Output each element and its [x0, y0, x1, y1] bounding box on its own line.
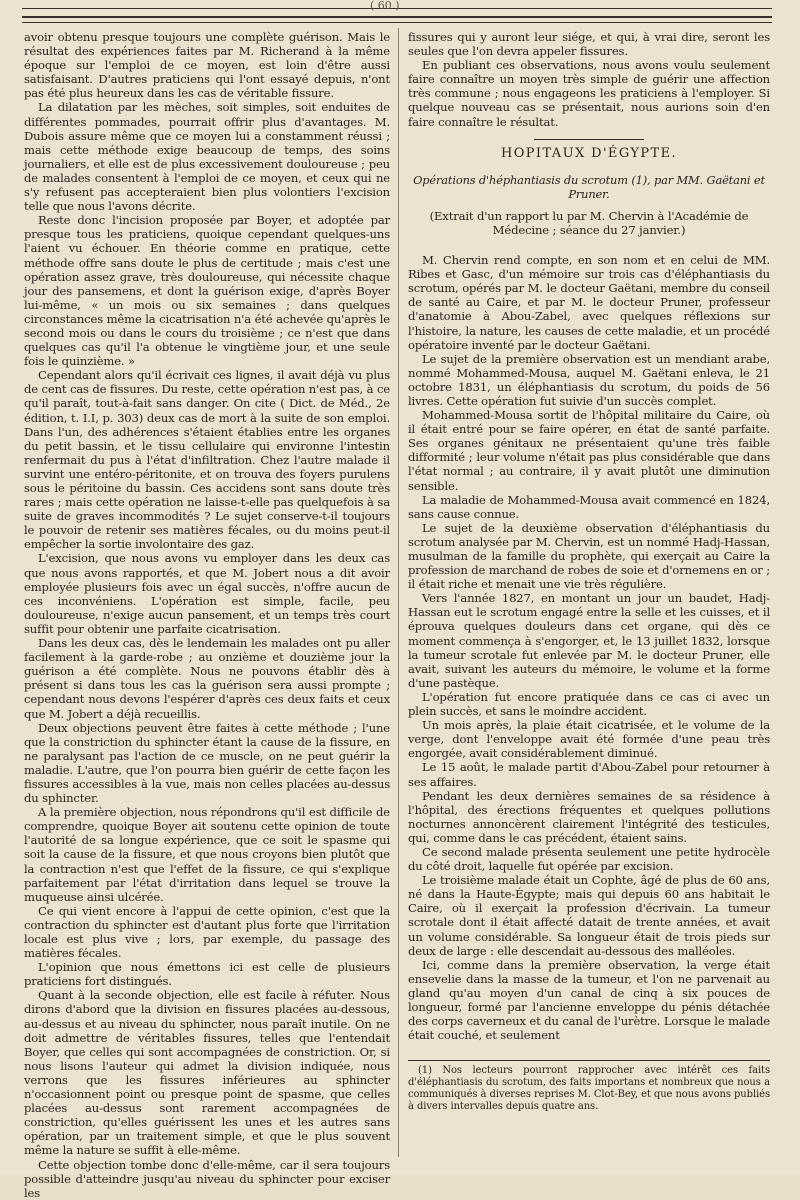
paragraph: A la première objection, nous répondrons qu'il est difficile de comprendre, quoique Boyer ait soutenu cette opinion de toute l'autorité de sa longue expérience, que ce soit le spasme qui soit la cause de la fissure, et que nous croyons bien plutôt que la contraction n'est que l'effet de la fissure, ce qui s'explique parfaitement par l'état d'irritation dans lequel se trouve la muqueuse ainsi ulcérée. [24, 805, 390, 904]
paragraph: Un mois après, la plaie était cicatrisée, et le volume de la verge, dont l'enveloppe avait été formée d'une peau très engorgée, avait considérablement diminué. [408, 718, 770, 761]
column-divider [398, 28, 399, 1157]
paragraph: La dilatation par les mèches, soit simples, soit enduites de différentes pommades, pourrait offrir plus d'avantages. M. Dubois assure même que ce moyen lui a constamment réussi ; mais cette méthode exige beaucoup de temps, des soins journaliers, et elle est de plus excessivement douloureuse ; peu de malades consentent à l'emploi de ce moyen, et ceux qui ne s'y refusent pas accepteraient bien plus volontiers l'excision telle que nous l'avons décrite. [24, 100, 390, 214]
section-rule [534, 139, 644, 140]
header-rule-thick [22, 16, 772, 18]
paragraph: Quant à la seconde objection, elle est facile à réfuter. Nous dirons d'abord que la division en fissures placées au-dessous, au-dessus et au niveau du sphincter, nous paraît inutile. On ne doit admettre de véritables fissures, telles que l'entendait Boyer, que celles qui sont accompagnées de constriction. Or, si nous lisons l'auteur qui admet la division indiquée, nous verrons que les fissures inférieures au sphincter n'occasionnent point ou presque point de spasme, que celles placées au-dessus sont rarement accompagnées de constriction, qu'elles guérissent les unes et les autres sans opération, par un traitement simple, et que le plus souvent même la nature se suffit à elle-même. [24, 988, 390, 1158]
paragraph: Ici, comme dans la première observation, la verge était ensevelie dans la masse de la tumeur, et l'on ne parvenait au gland qu'au moyen d'un canal de cinq à six pouces de longueur, formé par l'ancienne enveloppe du pénis détachée des corps caverneux et du canal de l'urètre. Lorsque le malade était couché, et seulement [408, 957, 770, 1043]
paragraph: avoir obtenu presque toujours une complète guérison. Mais le résultat des expériences faites par M. Richerand à la même époque sur l'emploi de ce moyen, est loin d'être aussi satisfaisant. D'autres praticiens qui l'ont essayé depuis, n'ont pas été plus heureux dans les cas de véritable fissure. [24, 30, 390, 101]
paragraph: Deux objections peuvent être faites à cette méthode ; l'une que la constriction du sphincter étant la cause de la fissure, en ne paralysant pas l'action de ce muscle, on ne peut guérir la maladie. L'autre, que l'on pourra bien guérir de cette façon les fissures accessibles à la vue, mais non celles placées au-dessus du sphincter. [24, 720, 390, 806]
paragraph: Le 15 août, le malade partit d'Abou-Zabel pour retourner à ses affaires. [408, 760, 770, 789]
paragraph: Ce second malade présenta seulement une petite hydrocèle du côté droit, laquelle fut opérée par excision. [408, 844, 770, 874]
paragraph: En publiant ces observations, nous avons voulu seulement faire connaître un moyen très simple de guérir une affection très commune ; nous engageons les praticiens à l'employer. Si quelque nouveau cas se présentait, nous aurions soin d'en faire connaître le résultat. [408, 58, 770, 129]
section-title: HOPITAUX D'ÉGYPTE. [500, 145, 678, 161]
section-extract-note: (Extrait d'un rapport lu par M. Chervin à l'Académie de Médecine ; séance du 27 janvier.) [429, 208, 749, 237]
paragraph: L'excision, que nous avons vu employer dans les deux cas que nous avons rapportés, et que M. Jobert nous a dit avoir employée plusieurs fois avec un égal succès, n'offre aucun de ces inconvéniens. L'opération est simple, facile, peu douloureuse, n'exige aucun pansement, et un temps très court suffit pour obtenir une parfaite cicatrisation. [24, 551, 390, 636]
header-rule-bottom [22, 22, 772, 23]
page-number: ( 60 ) [370, 0, 400, 12]
right-column [408, 30, 770, 1165]
paragraph: L'opinion que nous émettons ici est celle de plusieurs praticiens fort distingués. [24, 960, 390, 989]
paragraph: Le sujet de la première observation est un mendiant arabe, nommé Mohammed-Mousa, auquel M. Gaëtani enleva, le 21 octobre 1831, un éléphantiasis du scrotum, du poids de 56 livres. Cette opération fut suivie d'un succès complet. [408, 351, 770, 408]
paragraph: Le sujet de la deuxième observation d'éléphantiasis du scrotum analysée par M. Chervin, est un nommé Hadj-Hassan, musulman de la famille du prophète, qui exerçait au Caire la profession de marchand de robes de soie et d'ornemens en or ; il était riche et menait une vie très régulière. [408, 520, 770, 592]
footnote: (1) Nos lecteurs pourront rapprocher avec intérêt ces faits d'éléphantiasis du scrotum, des faits importans et nombreux que nous a communiqués à diverses reprises M. Clot-Bey, et que nous avons publiés à divers intervalles depuis quatre ans. [408, 1065, 770, 1113]
paragraph: Mohammed-Mousa sortit de l'hôpital militaire du Caire, où il était entré pour se faire opérer, en état de santé parfaite. Ses organes génitaux ne présentaient qu'une très faible difformité ; leur volume n'était pas plus considérable que dans l'état normal ; au contraire, il y avait plutôt une diminution sensible. [408, 408, 770, 493]
paragraph: Reste donc l'incision proposée par Boyer, et adoptée par presque tous les praticiens, quoique cependant quelques-uns l'aient vu échouer. En théorie comme en pratique, cette méthode offre sans doute le plus de certitude ; mais c'est une opération assez grave, très douloureuse, qui nécessite chaque jour des pansemens, et dont la guérison exige, d'après Boyer lui-même, « un mois ou six semaines ; dans quelques circonstances même la cicatrisation n'a été achevée qu'après le second mois ou dans le cours du troisième ; ce n'est que dans quelques cas qu'il l'a obtenue le vingtième jour, et une seule fois le quinzième. » [24, 213, 390, 369]
paragraph: Vers l'année 1827, en montant un jour un baudet, Hadj-Hassan eut le scrotum engagé entre la selle et les cuisses, et il éprouva quelques douleurs dans cet organe, qui dès ce moment commença à s'engorger, et, le 13 juillet 1832, lorsque la tumeur scrotale fut enlevée par M. le docteur Pruner, elle avait, suivant les auteurs du mémoire, le volume et la forme d'une pastèque. [408, 591, 770, 690]
paragraph: Dans les deux cas, dès le lendemain les malades ont pu aller facilement à la garde-robe ; au onzième et douzième jour la guérison a été complète. Nous ne pouvons établir dès à présent si dans tous les cas la guérison sera aussi prompte ; cependant nous devons l'espérer d'après ces deux faits et ceux que M. Jobert a déjà recueillis. [24, 636, 390, 721]
paragraph: fissures qui y auront leur siége, et qui, à vrai dire, seront les seules que l'on devra appeler fissures. [408, 30, 770, 59]
paragraph: Le troisième malade était un Cophte, âgé de plus de 60 ans, né dans la Haute-Égypte; mais qui depuis 60 ans habitait le Caire, où il exerçait la profession d'écrivain. La tumeur scrotale dont il était affecté datait de trente années, et avait un volume considérable. Sa longueur était de trois pieds sur deux de large : elle descendait au-dessous des malléoles. [408, 873, 770, 958]
paragraph: L'opération fut encore pratiquée dans ce cas ci avec un plein succès, et sans le moindre accident. [408, 689, 770, 719]
paragraph: Pendant les deux dernières semaines de sa résidence à l'hôpital, des érections fréquentes et quelques pollutions nocturnes annoncèrent clairement l'intégrité des testicules, qui, comme dans le cas précédent, étaient sains. [408, 788, 770, 845]
paragraph: Cependant alors qu'il écrivait ces lignes, il avait déjà vu plus de cent cas de fissures. Du reste, cette opération n'est pas, à ce qu'il paraît, tout-à-fait sans danger. On cite ( Dict. de Méd., 2e édition, t. I.I, p. 303) deux cas de mort à la suite de son emploi. Dans l'un, des adhérences s'étaient établies entre les organes du petit bassin, et le tissu cellulaire qui environne l'intestin renfermait du pus à l'état d'infiltration. Chez l'autre malade il survint une entéro-péritonite, et on trouva des foyers purulens sous le péritoine du bassin. Ces accidens sont sans doute très rares ; mais cette opération ne laisse-t-elle pas quelquefois à sa suite de graves incommodités ? Le sujet conserve-t-il toujours le pouvoir de retenir ses matières fécales, ou du moins peut-il empêcher la sortie involontaire des gaz. [24, 368, 390, 552]
section-subtitle: Opérations d'héphantiasis du scrotum (1), par MM. Gaëtani et Pruner. [413, 172, 765, 201]
footnote-rule [408, 1060, 770, 1061]
paragraph: Ce qui vient encore à l'appui de cette opinion, c'est que la contraction du sphincter est d'autant plus forte que l'irritation locale est plus vive ; lors, par exemple, du passage des matières fécales. [24, 903, 390, 961]
left-column [24, 30, 390, 1200]
paragraph: M. Chervin rend compte, en son nom et en celui de MM. Ribes et Gasc, d'un mémoire sur trois cas d'éléphantiasis du scrotum, opérés par M. le docteur Gaëtani, membre du conseil de santé au Caire, et par M. le docteur Pruner, professeur d'anatomie à Abou-Zabel, avec quelques réflexions sur l'histoire, la nature, les causes de cette maladie, et un procédé opératoire inventé par le docteur Gaëtani. [408, 253, 770, 352]
paragraph: Cette objection tombe donc d'elle-même, car il sera toujours possible d'atteindre jusqu'au niveau du sphincter pour exciser les [24, 1157, 390, 1200]
paragraph: La maladie de Mohammed-Mousa avait commencé en 1824, sans cause connue. [408, 492, 770, 521]
